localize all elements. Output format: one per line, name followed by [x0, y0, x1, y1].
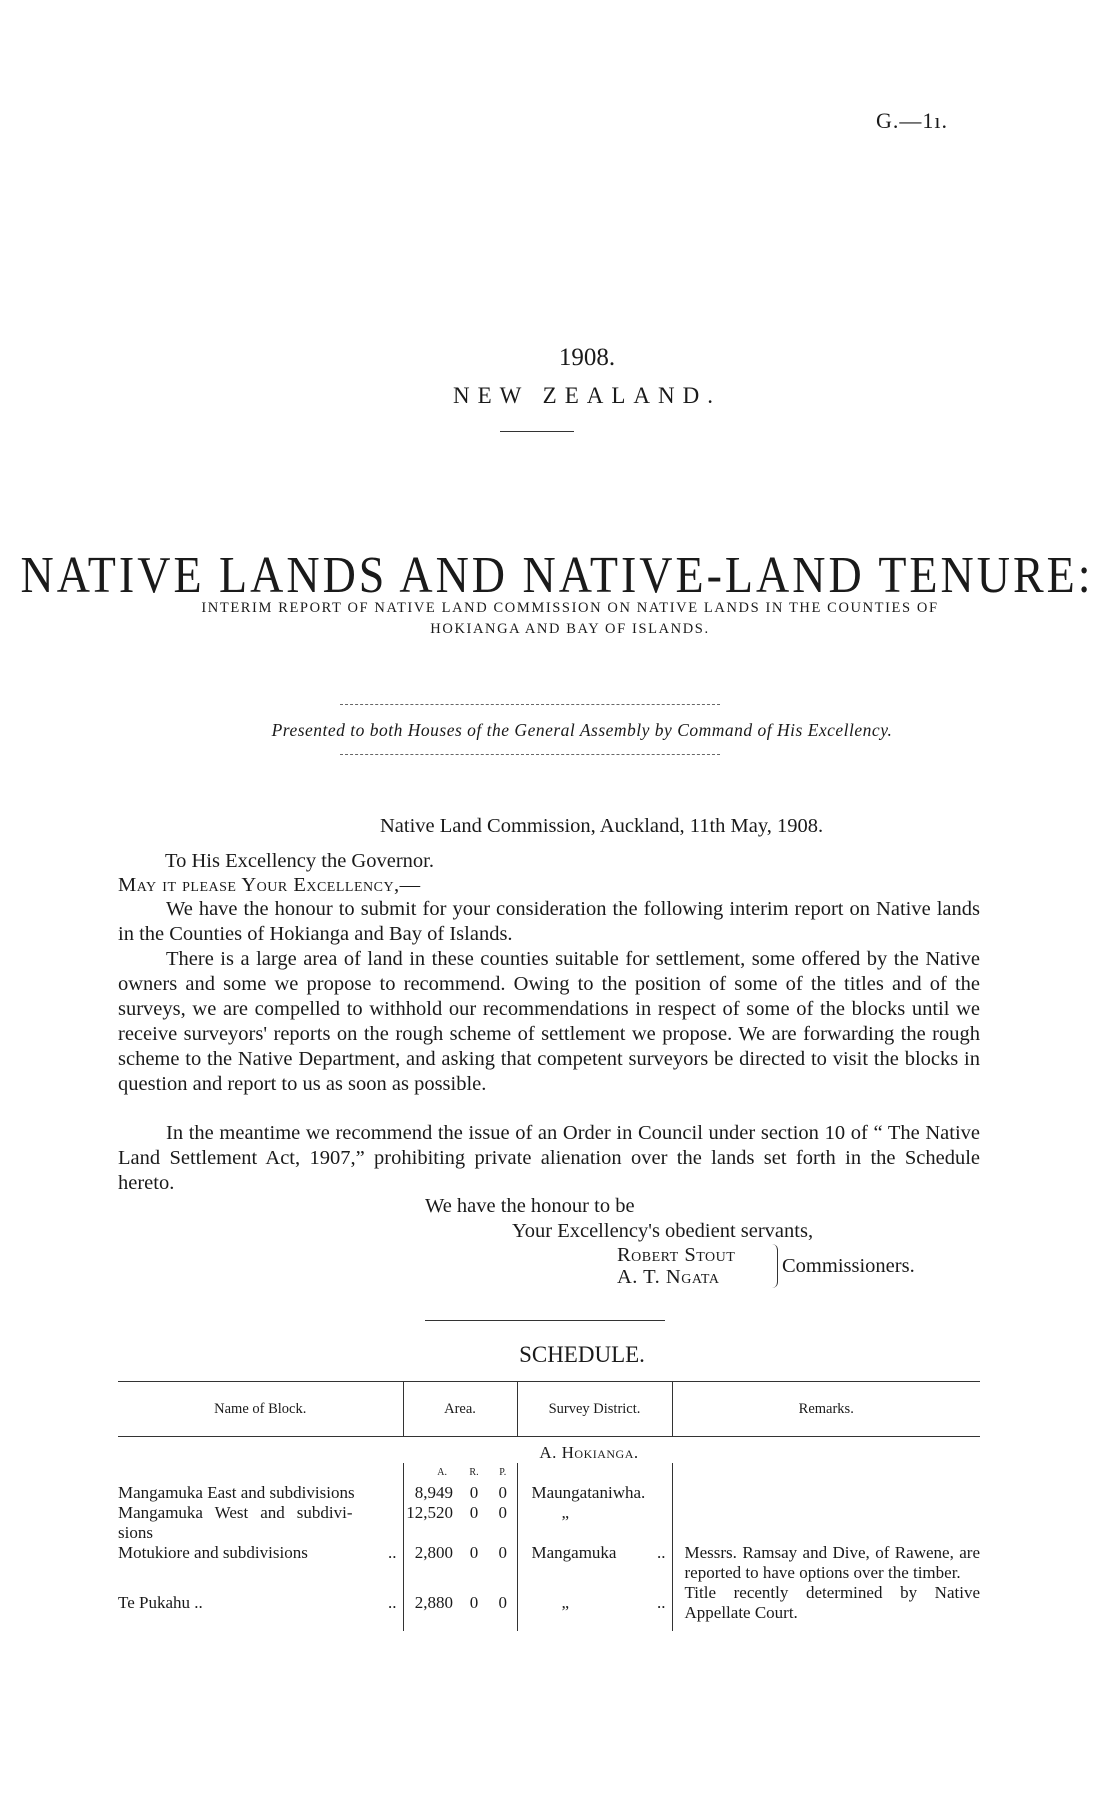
schedule-header-row: [118, 1382, 980, 1437]
area-acres: 8,949: [414, 1483, 453, 1502]
block-name: Mangamuka West and subdivi- sions: [118, 1503, 403, 1543]
publication-year: 1908.: [558, 344, 616, 371]
remarks: Title recently determined by Native Appellate Court.: [684, 1583, 980, 1622]
unit-acres: A.: [437, 1467, 447, 1478]
leader-dots: ..: [388, 1593, 397, 1612]
letter-paragraph-1: We have the honour to submit for your consideration the following interim report on Native lands in the Counties of Hokianga and Bay of Islands.: [118, 898, 980, 945]
table-row: [118, 1503, 980, 1543]
letter-closing-2: Your Excellency's obedient servants,: [512, 1220, 814, 1242]
remarks: Messrs. Ramsay and Dive, of Rawene, are reported to have options over the timber.: [684, 1543, 980, 1582]
survey-district: „: [517, 1503, 672, 1543]
schedule-title: SCHEDULE.: [519, 1342, 645, 1367]
letter-paragraph-2: There is a large area of land in these counties suitable for settlement, some offered by the Native owners and some we propose to recommend. Owing to the position of some of the titles and of the surveys, we are compelled to withhold our recommendations in respect of some of the blocks until we receive surveyors' reports on the rough scheme of settlement we propose. We are forwarding the rough scheme to the Native Department, and asking that competent surveyors be directed to visit the blocks in question and report to us as soon as possible.: [118, 948, 980, 1095]
survey-district: Mangamuka: [531, 1543, 617, 1562]
country-heading: NEW ZEALAND.: [452, 383, 722, 408]
area-perches: 0: [489, 1543, 517, 1583]
block-name: Mangamuka East and subdivisions: [118, 1483, 403, 1503]
presented-rule-top: [340, 704, 720, 705]
schedule-table: [118, 1381, 980, 1631]
signatory-role: Commissioners.: [782, 1255, 915, 1277]
column-header-district: Survey District.: [517, 1382, 672, 1437]
subtitle-line-2: HOKIANGA AND BAY OF ISLANDS.: [430, 621, 710, 637]
area-roods: 0: [469, 1503, 479, 1522]
letter-dateline: Native Land Commission, Auckland, 11th May, 1908.: [380, 815, 824, 837]
area-units-row: [118, 1463, 980, 1483]
area-roods: 0: [469, 1483, 479, 1502]
column-header-name: Name of Block.: [118, 1382, 403, 1437]
subtitle-line-1: INTERIM REPORT OF NATIVE LAND COMMISSION ON NATIVE LANDS IN THE COUNTIES OF: [201, 600, 939, 616]
signatory-2: A. T. Ngata: [617, 1266, 720, 1288]
area-acres: 2,800: [414, 1543, 453, 1562]
document-title: NATIVE LANDS AND NATIVE-LAND TENURE:: [20, 545, 1094, 604]
table-row: [118, 1583, 980, 1631]
area-perches: 0: [489, 1483, 517, 1503]
table-row: [118, 1543, 980, 1583]
block-name-cell: [118, 1543, 403, 1583]
schedule-section-row: [118, 1437, 980, 1464]
leader-dots: ..: [388, 1543, 397, 1562]
section-label: A. Hokianga.: [539, 1443, 639, 1462]
column-header-area: Area.: [403, 1382, 517, 1437]
area-acres: 2,880: [414, 1593, 453, 1612]
area-acres: 12,520: [406, 1503, 453, 1522]
area-perches: 0: [489, 1583, 517, 1631]
area-perches: 0: [489, 1503, 517, 1543]
block-name: Motukiore and subdivisions: [118, 1543, 308, 1562]
survey-district-cell: [517, 1583, 672, 1631]
remarks: [672, 1503, 980, 1543]
block-name: Te Pukahu ..: [118, 1593, 203, 1612]
unit-roods: R.: [469, 1467, 479, 1478]
section-divider: [425, 1320, 665, 1321]
letter-paragraph-3: In the meantime we recommend the issue of an Order in Council under section 10 of “ The Native Land Settlement Act, 1907,” prohibiting private alienation over the lands set forth in the Schedule hereto.: [118, 1122, 980, 1194]
letter-closing-1: We have the honour to be: [425, 1195, 635, 1217]
remarks: [672, 1483, 980, 1503]
page-reference: G.—1ı.: [876, 108, 948, 133]
leader-dots: ..: [657, 1593, 666, 1612]
survey-district-cell: [517, 1543, 672, 1583]
area-roods: 0: [469, 1543, 479, 1562]
presented-rule-bottom: [340, 754, 720, 755]
letter-addressee: To His Excellency the Governor.: [165, 850, 434, 872]
signatory-1: Robert Stout: [617, 1244, 736, 1266]
survey-district: Maungataniwha.: [517, 1483, 672, 1503]
block-name-cell: [118, 1583, 403, 1631]
survey-district: „: [561, 1593, 570, 1612]
leader-dots: ..: [657, 1543, 666, 1562]
presented-note: Presented to both Houses of the General Assembly by Command of His Excellency.: [271, 720, 893, 740]
table-row: [118, 1483, 980, 1503]
column-header-remarks: Remarks.: [672, 1382, 980, 1437]
signatory-brace: [771, 1244, 778, 1288]
document-subtitle: [150, 598, 990, 640]
letter-salutation: May it please Your Excellency,—: [118, 874, 421, 896]
area-roods: 0: [469, 1593, 479, 1612]
unit-perches: P.: [489, 1463, 517, 1483]
masthead-rule: [500, 431, 574, 432]
